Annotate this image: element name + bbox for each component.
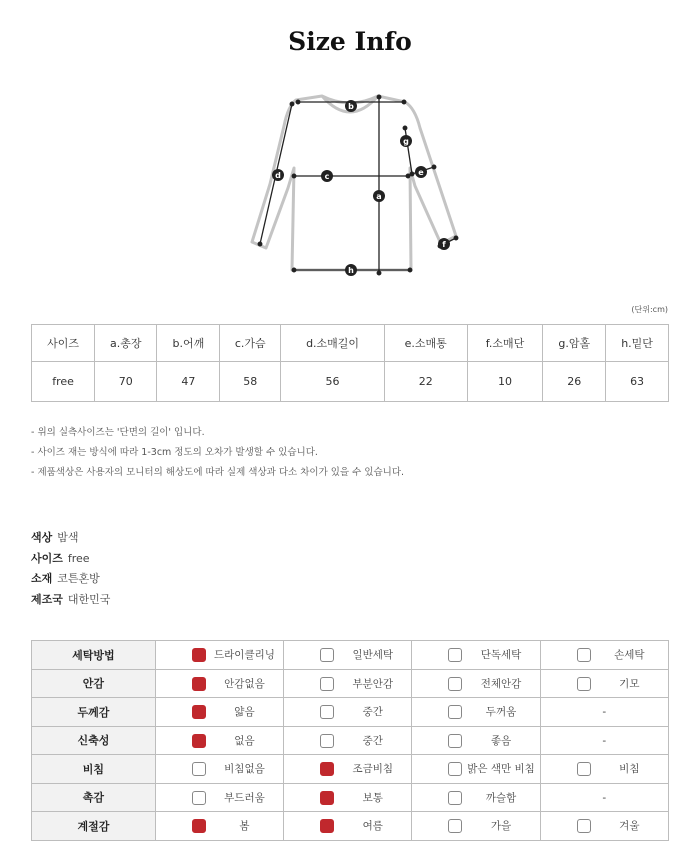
label-b bbox=[345, 100, 357, 112]
care-option[interactable] bbox=[284, 669, 412, 698]
care-option-label: 기모 bbox=[619, 677, 640, 690]
care-option bbox=[540, 698, 668, 727]
size-table bbox=[31, 324, 669, 402]
care-option-label: 전체안감 bbox=[480, 677, 522, 690]
care-option bbox=[540, 783, 668, 812]
header-cell: d.소매길이 bbox=[281, 325, 385, 362]
care-option[interactable] bbox=[155, 755, 283, 784]
care-option-label: 일반세탁 bbox=[352, 649, 394, 661]
care-option-label: - bbox=[602, 734, 607, 747]
spec-value: 코튼혼방 bbox=[57, 572, 100, 585]
spec-row bbox=[31, 549, 110, 570]
care-option-label: 손세탁 bbox=[614, 649, 645, 661]
table-cell: free bbox=[32, 362, 95, 402]
table-cell: 58 bbox=[220, 362, 281, 402]
notes bbox=[31, 423, 404, 483]
shirt-outline bbox=[252, 96, 456, 270]
label-f bbox=[438, 238, 450, 250]
checkbox-unchecked[interactable] bbox=[320, 648, 334, 662]
checkbox-unchecked[interactable] bbox=[448, 648, 462, 662]
header-cell: e.소매통 bbox=[384, 325, 467, 362]
care-option-label: - bbox=[602, 706, 607, 718]
label-a bbox=[373, 190, 385, 202]
care-option-label: 드라이클리닝 bbox=[214, 649, 275, 661]
checkbox-unchecked[interactable] bbox=[320, 734, 334, 748]
care-row-label: 계절감 bbox=[32, 812, 156, 841]
care-row bbox=[32, 669, 669, 698]
header-cell: 사이즈 bbox=[32, 325, 95, 362]
care-option[interactable] bbox=[155, 641, 283, 670]
spec-row bbox=[31, 590, 110, 611]
care-row bbox=[32, 641, 669, 670]
care-option-label: 겨울 bbox=[619, 820, 640, 832]
table-row bbox=[32, 362, 669, 402]
care-row-label: 촉감 bbox=[32, 783, 156, 812]
spec-key: 제조국 bbox=[31, 592, 63, 606]
table-cell: 26 bbox=[543, 362, 606, 402]
care-option-label: 비침 bbox=[619, 763, 640, 775]
checkbox-checked[interactable] bbox=[320, 791, 334, 805]
checkbox-unchecked[interactable] bbox=[577, 819, 591, 833]
care-option-label: 까슬함 bbox=[485, 791, 517, 804]
care-row bbox=[32, 783, 669, 812]
care-option-label: 단독세탁 bbox=[480, 649, 522, 661]
care-option[interactable] bbox=[155, 669, 283, 698]
header-cell: b.어깨 bbox=[157, 325, 220, 362]
care-option-label: 부드러움 bbox=[224, 791, 265, 804]
spec-key: 사이즈 bbox=[31, 551, 63, 565]
checkbox-checked[interactable] bbox=[192, 819, 206, 833]
checkbox-checked[interactable] bbox=[192, 705, 206, 719]
care-option-label: 가을 bbox=[490, 820, 512, 832]
svg-text:d: d bbox=[275, 171, 281, 180]
svg-text:c: c bbox=[324, 172, 330, 181]
checkbox-unchecked[interactable] bbox=[448, 762, 462, 776]
label-g bbox=[400, 135, 412, 147]
label-c bbox=[321, 170, 333, 182]
care-option-label: 보통 bbox=[362, 791, 383, 804]
care-option-label: 여름 bbox=[362, 820, 383, 832]
svg-text:a: a bbox=[376, 192, 382, 201]
care-row bbox=[32, 812, 669, 841]
checkbox-unchecked[interactable] bbox=[192, 791, 206, 805]
checkbox-checked[interactable] bbox=[192, 677, 206, 691]
label-e bbox=[415, 166, 427, 178]
care-option[interactable] bbox=[412, 698, 540, 727]
care-option-label: 얇음 bbox=[234, 706, 255, 718]
checkbox-unchecked[interactable] bbox=[577, 762, 591, 776]
checkbox-unchecked[interactable] bbox=[448, 791, 462, 805]
checkbox-unchecked[interactable] bbox=[320, 705, 334, 719]
garment-diagram bbox=[240, 88, 470, 288]
header-cell: f.소매단 bbox=[467, 325, 543, 362]
header-cell: h.밑단 bbox=[606, 325, 669, 362]
spec-row bbox=[31, 569, 110, 590]
checkbox-unchecked[interactable] bbox=[448, 677, 462, 691]
care-option[interactable] bbox=[284, 783, 412, 812]
care-option[interactable] bbox=[412, 641, 540, 670]
checkbox-unchecked[interactable] bbox=[192, 762, 206, 776]
checkbox-unchecked[interactable] bbox=[448, 705, 462, 719]
svg-text:h: h bbox=[348, 266, 354, 275]
checkbox-unchecked[interactable] bbox=[577, 677, 591, 691]
checkbox-checked[interactable] bbox=[192, 648, 206, 662]
spec-row bbox=[31, 528, 110, 549]
checkbox-checked[interactable] bbox=[320, 819, 334, 833]
care-row bbox=[32, 698, 669, 727]
checkbox-checked[interactable] bbox=[192, 734, 206, 748]
svg-text:e: e bbox=[418, 168, 424, 177]
spec-value: free bbox=[67, 551, 90, 565]
note-line: - 사이즈 재는 방식에 따라 1-3cm 정도의 오차가 발생할 수 있습니다. bbox=[31, 447, 318, 458]
care-option-label: 밝은 색만 비침 bbox=[467, 763, 535, 775]
care-option bbox=[540, 726, 668, 755]
care-option-label: 안감없음 bbox=[224, 677, 265, 690]
care-option-label: 비침없음 bbox=[224, 763, 265, 775]
care-row-label: 신축성 bbox=[32, 726, 156, 755]
checkbox-unchecked[interactable] bbox=[448, 819, 462, 833]
care-table bbox=[31, 640, 669, 841]
care-row-label: 세탁방법 bbox=[32, 641, 156, 670]
care-option[interactable] bbox=[155, 698, 283, 727]
header-cell: g.암홀 bbox=[543, 325, 606, 362]
spec-key: 색상 bbox=[31, 531, 53, 544]
product-specs bbox=[31, 528, 110, 610]
care-option[interactable] bbox=[412, 783, 540, 812]
spec-key: 소재 bbox=[31, 572, 53, 585]
care-option-label: - bbox=[602, 791, 607, 804]
checkbox-unchecked[interactable] bbox=[577, 648, 591, 662]
label-h bbox=[345, 264, 357, 276]
care-option[interactable] bbox=[284, 812, 412, 841]
page-title: Size Info bbox=[288, 27, 412, 56]
unit-label: (단위:cm) bbox=[631, 305, 668, 314]
spec-value: 대한민국 bbox=[67, 592, 111, 606]
care-row-label: 두께감 bbox=[32, 698, 156, 727]
care-option[interactable] bbox=[284, 755, 412, 784]
table-cell: 70 bbox=[95, 362, 157, 402]
svg-text:b: b bbox=[348, 102, 354, 111]
care-option[interactable] bbox=[412, 669, 540, 698]
care-row bbox=[32, 726, 669, 755]
table-cell: 47 bbox=[157, 362, 220, 402]
care-option[interactable] bbox=[155, 812, 283, 841]
care-option[interactable] bbox=[155, 726, 283, 755]
care-option[interactable] bbox=[284, 698, 412, 727]
care-option[interactable] bbox=[412, 726, 540, 755]
care-option[interactable] bbox=[540, 641, 668, 670]
care-row-label: 안감 bbox=[32, 669, 156, 698]
checkbox-checked[interactable] bbox=[320, 762, 334, 776]
care-option-label: 중간 bbox=[362, 706, 383, 718]
note-line: - 제품색상은 사용자의 모니터의 해상도에 따라 실제 색상과 다소 차이가 있을 수 있습니다. bbox=[31, 467, 405, 478]
table-cell: 63 bbox=[606, 362, 669, 402]
care-row bbox=[32, 755, 669, 784]
svg-text:f: f bbox=[442, 240, 446, 249]
care-option-label: 두꺼움 bbox=[485, 706, 517, 718]
checkbox-unchecked[interactable] bbox=[320, 677, 334, 691]
table-cell: 56 bbox=[281, 362, 385, 402]
checkbox-unchecked[interactable] bbox=[448, 734, 462, 748]
care-option-label: 좋음 bbox=[490, 734, 512, 747]
spec-value: 밤색 bbox=[57, 531, 79, 544]
care-option-label: 조금비침 bbox=[352, 763, 394, 775]
care-option[interactable] bbox=[155, 783, 283, 812]
care-option[interactable] bbox=[540, 669, 668, 698]
note-line: - 위의 실측사이즈는 '단면의 길이' 입니다. bbox=[31, 427, 205, 438]
care-option-label: 중간 bbox=[362, 734, 383, 747]
svg-text:g: g bbox=[403, 137, 409, 146]
care-option[interactable] bbox=[412, 755, 540, 784]
care-option-label: 없음 bbox=[234, 734, 255, 747]
header-cell: c.가슴 bbox=[220, 325, 281, 362]
care-option-label: 부분안감 bbox=[352, 677, 394, 690]
care-option-label: 봄 bbox=[239, 820, 250, 832]
table-cell: 10 bbox=[467, 362, 543, 402]
care-option[interactable] bbox=[284, 726, 412, 755]
size-table-header bbox=[32, 325, 669, 362]
label-d bbox=[272, 169, 284, 181]
care-option[interactable] bbox=[412, 812, 540, 841]
care-option[interactable] bbox=[540, 755, 668, 784]
care-row-label: 비침 bbox=[32, 755, 156, 784]
table-cell: 22 bbox=[384, 362, 467, 402]
care-option[interactable] bbox=[540, 812, 668, 841]
care-option[interactable] bbox=[284, 641, 412, 670]
header-cell: a.총장 bbox=[95, 325, 157, 362]
